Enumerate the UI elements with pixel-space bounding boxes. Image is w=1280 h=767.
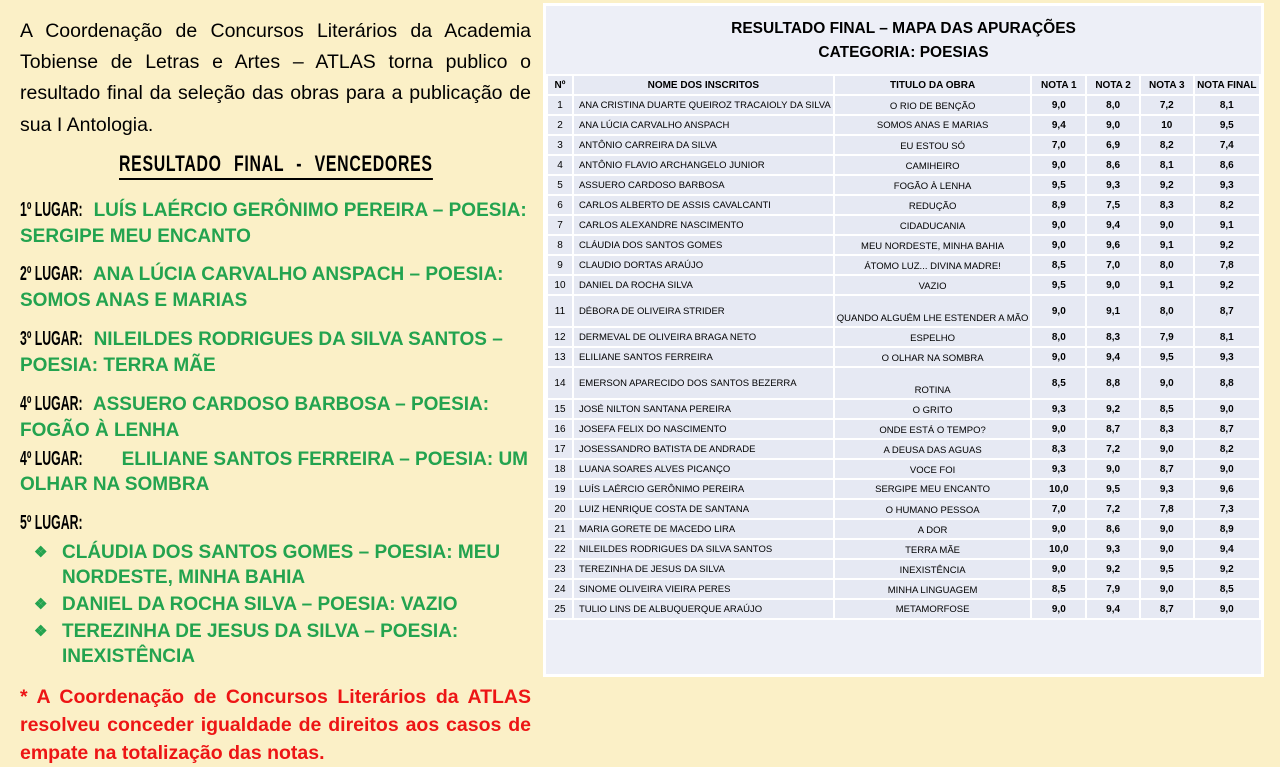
winners-heading: RESULTADO FINAL - VENCEDORES (119, 151, 433, 180)
nota-3: 9,0 (1140, 539, 1194, 559)
bullet-item (20, 592, 531, 617)
inscrito-name: ELILIANE SANTOS FERREIRA (573, 347, 834, 367)
nota-final: 7,8 (1194, 255, 1260, 275)
inscrito-number: 24 (547, 579, 573, 599)
nota-1: 8,9 (1031, 195, 1086, 215)
inscrito-number: 25 (547, 599, 573, 619)
table-row (547, 215, 1260, 235)
table-row (547, 255, 1260, 275)
inscrito-name: CLAUDIO DORTAS ARAÚJO (573, 255, 834, 275)
nota-2: 9,1 (1086, 295, 1140, 327)
table-row (547, 539, 1260, 559)
inscrito-number: 8 (547, 235, 573, 255)
nota-final: 9,3 (1194, 347, 1260, 367)
winner-text: LUÍS LAÉRCIO GERÔNIMO PEREIRA – POESIA: SERGIPE MEU ENCANTO (20, 199, 527, 247)
results-title-line2: CATEGORIA: POESIAS (818, 44, 989, 62)
place-label: 2º LUGAR: (20, 262, 83, 286)
results-title-line1: RESULTADO FINAL – MAPA DAS APURAÇÕES (731, 20, 1076, 37)
inscrito-name: NILEILDES RODRIGUES DA SILVA SANTOS (573, 539, 834, 559)
nota-1: 8,0 (1031, 327, 1086, 347)
bullet-text: TEREZINHA DE JESUS DA SILVA – POESIA: INEXISTÊNCIA (62, 621, 459, 668)
winner-text: NILEILDES RODRIGUES DA SILVA SANTOS – POESIA: TERRA MÃE (20, 329, 503, 377)
nota-2: 6,9 (1086, 135, 1140, 155)
nota-2: 9,4 (1086, 599, 1140, 619)
nota-1: 9,0 (1031, 519, 1086, 539)
obra-title: O HUMANO PESSOA (834, 499, 1032, 519)
nota-1: 9,0 (1031, 599, 1086, 619)
nota-final: 8,5 (1194, 579, 1260, 599)
nota-1: 9,0 (1031, 295, 1086, 327)
nota-final: 9,4 (1194, 539, 1260, 559)
diamond-bullet-icon: ❖ (34, 623, 48, 641)
obra-title: CAMIHEIRO (834, 155, 1032, 175)
nota-3: 9,0 (1140, 439, 1194, 459)
inscrito-number: 4 (547, 155, 573, 175)
nota-2: 9,0 (1086, 275, 1140, 295)
nota-2: 9,6 (1086, 235, 1140, 255)
obra-title: METAMORFOSE (834, 599, 1032, 619)
inscrito-number: 23 (547, 559, 573, 579)
winner-text: ANA LÚCIA CARVALHO ANSPACH – POESIA: SOMOS ANAS E MARIAS (20, 264, 504, 312)
announcement-section (0, 0, 543, 765)
nota-3: 9,0 (1140, 215, 1194, 235)
inscrito-name: SINOME OLIVEIRA VIEIRA PERES (573, 579, 834, 599)
nota-3: 8,3 (1140, 419, 1194, 439)
nota-3: 7,9 (1140, 327, 1194, 347)
table-row (547, 135, 1260, 155)
inscrito-number: 3 (547, 135, 573, 155)
nota-final: 8,7 (1194, 295, 1260, 327)
nota-2: 9,3 (1086, 175, 1140, 195)
table-row (547, 95, 1260, 115)
inscrito-name: CARLOS ALBERTO DE ASSIS CAVALCANTI (573, 195, 834, 215)
winners-heading-wrap (20, 151, 531, 180)
inscrito-name: ANA CRISTINA DUARTE QUEIROZ TRACAIOLY DA SILVA (573, 95, 834, 115)
inscrito-name: DERMEVAL DE OLIVEIRA BRAGA NETO (573, 327, 834, 347)
table-row (547, 479, 1260, 499)
table-row (547, 579, 1260, 599)
nota-1: 8,5 (1031, 255, 1086, 275)
winner-entry (20, 260, 531, 314)
inscrito-name: ASSUERO CARDOSO BARBOSA (573, 175, 834, 195)
inscrito-number: 12 (547, 327, 573, 347)
obra-title: A DOR (834, 519, 1032, 539)
nota-final: 9,2 (1194, 559, 1260, 579)
nota-2: 7,5 (1086, 195, 1140, 215)
nota-2: 7,2 (1086, 439, 1140, 459)
table-row (547, 519, 1260, 539)
obra-title: ESPELHO (834, 327, 1032, 347)
nota-3: 8,3 (1140, 195, 1194, 215)
inscrito-number: 20 (547, 499, 573, 519)
inscrito-number: 15 (547, 399, 573, 419)
nota-final: 8,6 (1194, 155, 1260, 175)
nota-final: 8,2 (1194, 195, 1260, 215)
obra-title: SERGIPE MEU ENCANTO (834, 479, 1032, 499)
nota-3: 9,0 (1140, 579, 1194, 599)
inscrito-number: 9 (547, 255, 573, 275)
inscrito-number: 7 (547, 215, 573, 235)
nota-final: 8,7 (1194, 419, 1260, 439)
obra-title: CIDADUCANIA (834, 215, 1032, 235)
inscrito-name: ANTÔNIO CARREIRA DA SILVA (573, 135, 834, 155)
nota-1: 9,0 (1031, 235, 1086, 255)
table-row (547, 559, 1260, 579)
nota-1: 8,5 (1031, 579, 1086, 599)
table-row (547, 275, 1260, 295)
nota-final: 9,0 (1194, 459, 1260, 479)
table-row (547, 195, 1260, 215)
inscrito-number: 21 (547, 519, 573, 539)
winner-entry (20, 390, 531, 444)
nota-3: 9,5 (1140, 559, 1194, 579)
inscrito-name: JOSEFA FELIX DO NASCIMENTO (573, 419, 834, 439)
bullet-text: DANIEL DA ROCHA SILVA – POESIA: VAZIO (62, 594, 458, 616)
nota-final: 9,0 (1194, 399, 1260, 419)
nota-3: 9,0 (1140, 519, 1194, 539)
table-row (547, 599, 1260, 619)
table-row (547, 399, 1260, 419)
nota-2: 9,0 (1086, 459, 1140, 479)
obra-title: EU ESTOU SÓ (834, 135, 1032, 155)
obra-title: VAZIO (834, 275, 1032, 295)
inscrito-number: 5 (547, 175, 573, 195)
diamond-bullet-icon: ❖ (34, 596, 48, 614)
intro-paragraph: A Coordenação de Concursos Literários da Academia Tobiense de Letras e Artes – ATLAS torna publico o resultado final da seleção das obras para a publicação de sua I Antologia. (20, 20, 531, 136)
nota-1: 7,0 (1031, 135, 1086, 155)
inscrito-name: ANTÔNIO FLAVIO ARCHANGELO JUNIOR (573, 155, 834, 175)
results-table (546, 74, 1261, 620)
table-row (547, 459, 1260, 479)
table-row (547, 175, 1260, 195)
results-panel-title (546, 6, 1261, 65)
nota-final: 8,1 (1194, 327, 1260, 347)
nota-1: 9,0 (1031, 95, 1086, 115)
nota-2: 9,2 (1086, 559, 1140, 579)
nota-2: 9,5 (1086, 479, 1140, 499)
nota-2: 9,3 (1086, 539, 1140, 559)
obra-title: MINHA LINGUAGEM (834, 579, 1032, 599)
nota-final: 8,9 (1194, 519, 1260, 539)
nota-3: 8,0 (1140, 295, 1194, 327)
nota-1: 10,0 (1031, 479, 1086, 499)
table-row (547, 419, 1260, 439)
obra-title: INEXISTÊNCIA (834, 559, 1032, 579)
nota-3: 8,7 (1140, 599, 1194, 619)
place-label: 3º LUGAR: (20, 327, 83, 351)
obra-title: ONDE ESTÁ O TEMPO? (834, 419, 1032, 439)
nota-2: 7,2 (1086, 499, 1140, 519)
place-label: 5º LUGAR: (20, 511, 83, 535)
winner-entry (20, 196, 531, 250)
nota-final: 9,1 (1194, 215, 1260, 235)
nota-1: 9,3 (1031, 399, 1086, 419)
bullet-item (20, 540, 531, 590)
winner-entry (20, 325, 531, 379)
inscrito-name: CARLOS ALEXANDRE NASCIMENTO (573, 215, 834, 235)
nota-2: 9,0 (1086, 115, 1140, 135)
tie-note: * A Coordenação de Concursos Literários da ATLAS resolveu conceder igualdade de direitos aos casos de empate na totalização das notas. (20, 685, 531, 765)
nota-2: 7,0 (1086, 255, 1140, 275)
nota-2: 9,4 (1086, 347, 1140, 367)
inscrito-name: TEREZINHA DE JESUS DA SILVA (573, 559, 834, 579)
inscrito-number: 11 (547, 295, 573, 327)
table-row (547, 235, 1260, 255)
nota-3: 7,8 (1140, 499, 1194, 519)
inscrito-name: JOSÉ NILTON SANTANA PEREIRA (573, 399, 834, 419)
winners-list (20, 196, 531, 537)
inscrito-number: 22 (547, 539, 573, 559)
column-header: NOTA FINAL (1194, 75, 1260, 95)
nota-2: 8,6 (1086, 155, 1140, 175)
obra-title: REDUÇÃO (834, 195, 1032, 215)
nota-3: 9,3 (1140, 479, 1194, 499)
table-row (547, 439, 1260, 459)
diamond-bullet-icon: ❖ (34, 544, 48, 562)
inscrito-name: MARIA GORETE DE MACEDO LIRA (573, 519, 834, 539)
nota-1: 10,0 (1031, 539, 1086, 559)
nota-final: 9,2 (1194, 275, 1260, 295)
inscrito-number: 14 (547, 367, 573, 399)
inscrito-number: 10 (547, 275, 573, 295)
inscrito-name: LUÍS LAÉRCIO GERÔNIMO PEREIRA (573, 479, 834, 499)
obra-title: MEU NORDESTE, MINHA BAHIA (834, 235, 1032, 255)
winner-entry (20, 509, 531, 537)
table-row (547, 155, 1260, 175)
nota-2: 8,6 (1086, 519, 1140, 539)
nota-final: 9,5 (1194, 115, 1260, 135)
place-label: 1º LUGAR: (20, 197, 83, 221)
nota-final: 8,2 (1194, 439, 1260, 459)
inscrito-number: 18 (547, 459, 573, 479)
obra-title: VOCE FOI (834, 459, 1032, 479)
column-header: NOTA 1 (1031, 75, 1086, 95)
inscrito-name: LUANA SOARES ALVES PICANÇO (573, 459, 834, 479)
obra-title: SOMOS ANAS E MARIAS (834, 115, 1032, 135)
nota-1: 9,0 (1031, 559, 1086, 579)
table-row (547, 367, 1260, 399)
nota-2: 8,8 (1086, 367, 1140, 399)
nota-3: 10 (1140, 115, 1194, 135)
table-body (547, 95, 1260, 619)
nota-1: 9,0 (1031, 155, 1086, 175)
inscrito-name: DANIEL DA ROCHA SILVA (573, 275, 834, 295)
obra-title: QUANDO ALGUÉM LHE ESTENDER A MÃO (834, 295, 1032, 327)
nota-3: 9,1 (1140, 275, 1194, 295)
nota-2: 8,7 (1086, 419, 1140, 439)
nota-1: 9,5 (1031, 175, 1086, 195)
inscrito-name: DÉBORA DE OLIVEIRA STRIDER (573, 295, 834, 327)
bullet-text: CLÁUDIA DOS SANTOS GOMES – POESIA: MEU NORDESTE, MINHA BAHIA (62, 542, 501, 589)
nota-1: 8,5 (1031, 367, 1086, 399)
column-header: Nº (547, 75, 573, 95)
inscrito-name: ANA LÚCIA CARVALHO ANSPACH (573, 115, 834, 135)
winner-text: ASSUERO CARDOSO BARBOSA – POESIA: FOGÃO À LENHA (20, 393, 490, 441)
nota-1: 7,0 (1031, 499, 1086, 519)
nota-3: 8,0 (1140, 255, 1194, 275)
place-label: 4º LUGAR: (20, 446, 83, 470)
obra-title: O OLHAR NA SOMBRA (834, 347, 1032, 367)
nota-3: 7,2 (1140, 95, 1194, 115)
nota-2: 8,0 (1086, 95, 1140, 115)
nota-final: 8,1 (1194, 95, 1260, 115)
nota-final: 9,0 (1194, 599, 1260, 619)
bullet-item (20, 619, 531, 669)
nota-3: 8,5 (1140, 399, 1194, 419)
winner-text: ELILIANE SANTOS FERREIRA – POESIA: UM OLHAR NA SOMBRA (20, 448, 529, 496)
inscrito-name: JOSESSANDRO BATISTA DE ANDRADE (573, 439, 834, 459)
nota-3: 9,0 (1140, 367, 1194, 399)
inscrito-name: EMERSON APARECIDO DOS SANTOS BEZERRA (573, 367, 834, 399)
inscrito-number: 1 (547, 95, 573, 115)
nota-3: 9,2 (1140, 175, 1194, 195)
column-header: TITULO DA OBRA (834, 75, 1032, 95)
obra-title: O GRITO (834, 399, 1032, 419)
table-row (547, 115, 1260, 135)
nota-1: 9,5 (1031, 275, 1086, 295)
winner-entry (20, 445, 531, 499)
nota-2: 9,2 (1086, 399, 1140, 419)
obra-title: O RIO DE BENÇÃO (834, 95, 1032, 115)
nota-2: 8,3 (1086, 327, 1140, 347)
table-head (547, 75, 1260, 95)
table-header-row (547, 75, 1260, 95)
inscrito-name: CLÁUDIA DOS SANTOS GOMES (573, 235, 834, 255)
nota-2: 7,9 (1086, 579, 1140, 599)
obra-title: FOGÃO À LENHA (834, 175, 1032, 195)
nota-final: 9,6 (1194, 479, 1260, 499)
nota-final: 9,3 (1194, 175, 1260, 195)
obra-title: TERRA MÃE (834, 539, 1032, 559)
nota-3: 8,2 (1140, 135, 1194, 155)
inscrito-number: 6 (547, 195, 573, 215)
inscrito-number: 2 (547, 115, 573, 135)
inscrito-name: LUIZ HENRIQUE COSTA DE SANTANA (573, 499, 834, 519)
table-row (547, 327, 1260, 347)
fifth-place-bullets (20, 540, 531, 669)
nota-2: 9,4 (1086, 215, 1140, 235)
nota-3: 9,5 (1140, 347, 1194, 367)
nota-3: 9,1 (1140, 235, 1194, 255)
results-panel (543, 3, 1264, 677)
inscrito-number: 16 (547, 419, 573, 439)
table-row (547, 499, 1260, 519)
obra-title: ROTINA (834, 367, 1032, 399)
nota-3: 8,7 (1140, 459, 1194, 479)
obra-title: ÁTOMO LUZ... DIVINA MADRE! (834, 255, 1032, 275)
obra-title: A DEUSA DAS AGUAS (834, 439, 1032, 459)
column-header: NOTA 3 (1140, 75, 1194, 95)
nota-1: 9,0 (1031, 419, 1086, 439)
nota-final: 8,8 (1194, 367, 1260, 399)
nota-1: 9,0 (1031, 347, 1086, 367)
table-row (547, 347, 1260, 367)
nota-final: 7,4 (1194, 135, 1260, 155)
inscrito-number: 13 (547, 347, 573, 367)
table-row (547, 295, 1260, 327)
nota-3: 8,1 (1140, 155, 1194, 175)
column-header: NOTA 2 (1086, 75, 1140, 95)
inscrito-number: 17 (547, 439, 573, 459)
nota-1: 9,0 (1031, 215, 1086, 235)
nota-final: 7,3 (1194, 499, 1260, 519)
nota-final: 9,2 (1194, 235, 1260, 255)
inscrito-number: 19 (547, 479, 573, 499)
column-header: NOME DOS INSCRITOS (573, 75, 834, 95)
nota-1: 9,3 (1031, 459, 1086, 479)
nota-1: 9,4 (1031, 115, 1086, 135)
nota-1: 8,3 (1031, 439, 1086, 459)
place-label: 4º LUGAR: (20, 391, 83, 415)
inscrito-name: TULIO LINS DE ALBUQUERQUE ARAÚJO (573, 599, 834, 619)
